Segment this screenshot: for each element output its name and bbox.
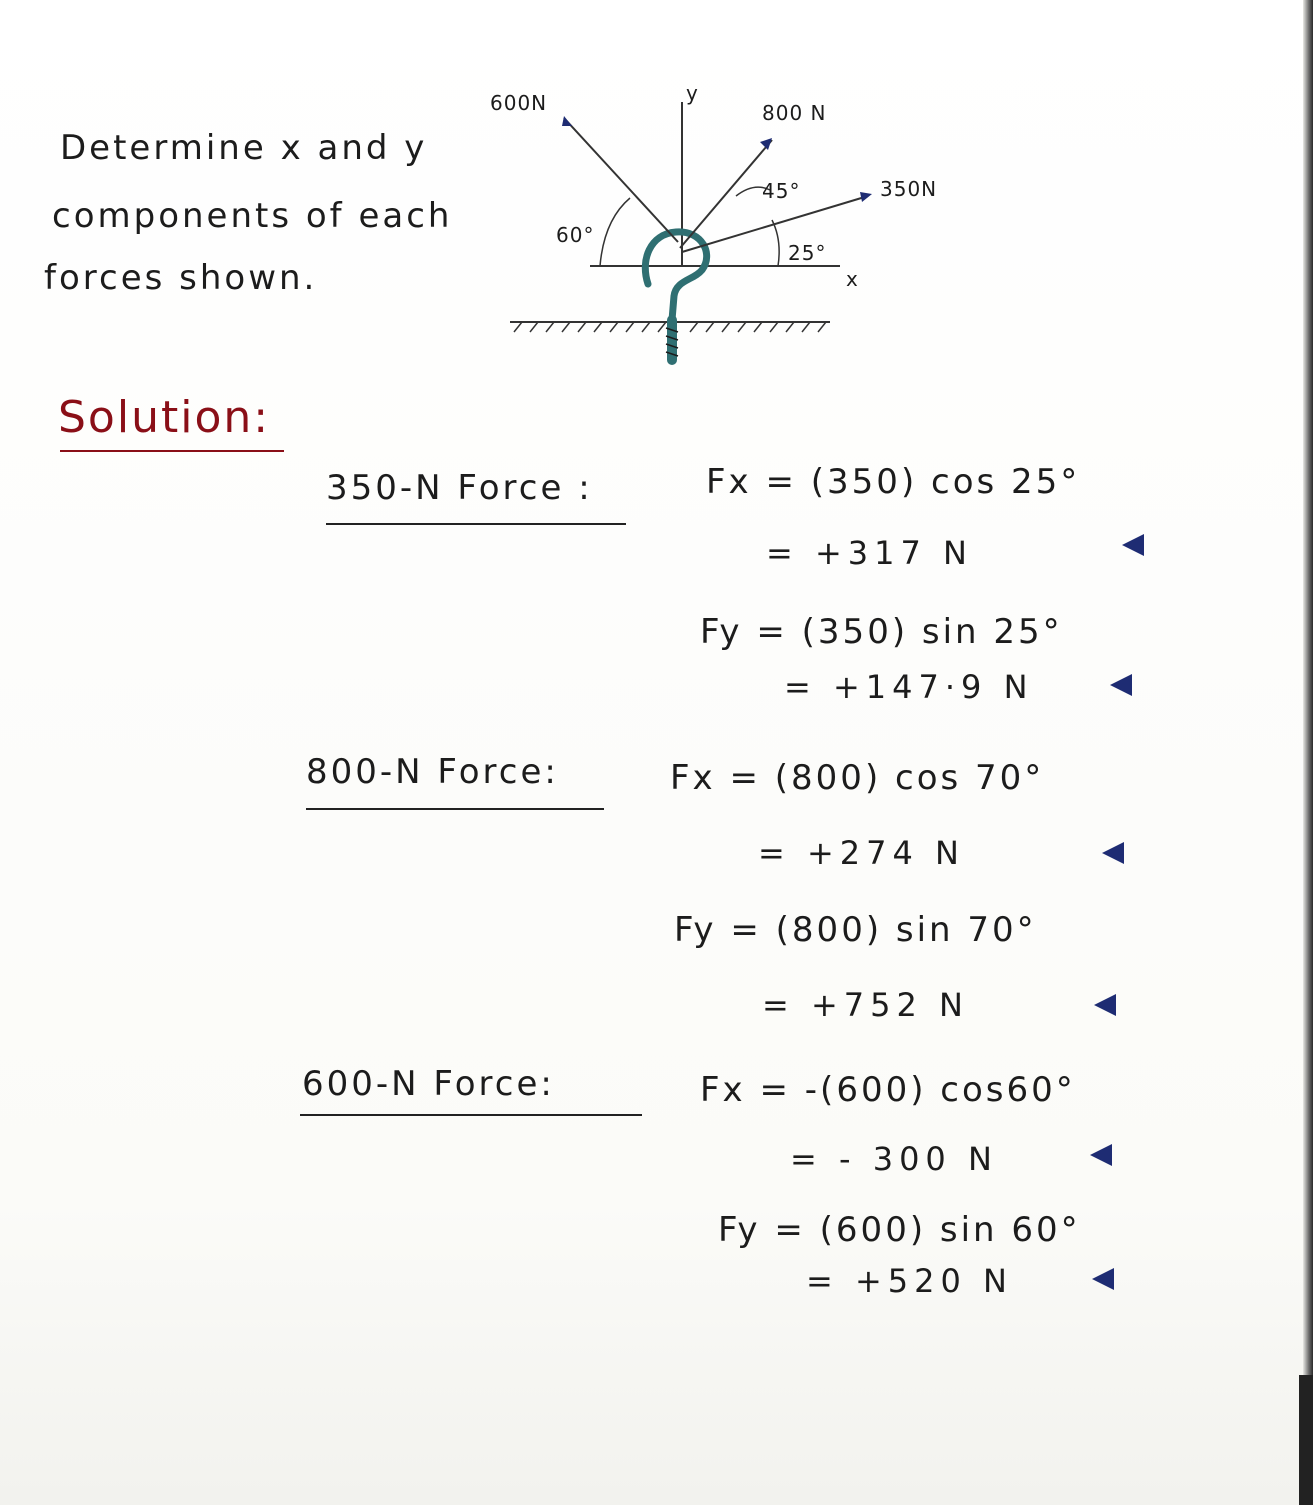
label-angle-45: 45° xyxy=(762,179,801,203)
force-600-heading: 600-N Force: xyxy=(302,1064,555,1104)
angle-25-arc xyxy=(772,220,779,266)
force-600-fx-result: = - 300 N xyxy=(790,1140,998,1178)
force-350-fy-result: = +147·9 N xyxy=(784,668,1034,706)
force-600-fy-equation: Fy = (600) sin 60° xyxy=(718,1210,1081,1250)
solution-underline xyxy=(60,450,284,452)
force-800-fy-equation: Fy = (800) sin 70° xyxy=(674,910,1037,950)
label-angle-60: 60° xyxy=(556,223,595,247)
answer-marker-icon xyxy=(1122,534,1144,556)
force-800-fy-result: = +752 N xyxy=(762,986,969,1024)
arrow-600-icon xyxy=(562,116,572,126)
label-800: 800 N xyxy=(762,101,827,125)
label-350: 350N xyxy=(880,177,938,201)
force-600-fx-equation: Fx = -(600) cos60° xyxy=(700,1070,1076,1110)
answer-marker-icon xyxy=(1094,994,1116,1016)
force-600-fy-result: = +520 N xyxy=(806,1262,1013,1300)
page-corner-shadow xyxy=(1299,1375,1313,1505)
force-800-line xyxy=(680,140,772,248)
answer-marker-icon xyxy=(1090,1144,1112,1166)
answer-marker-icon xyxy=(1102,842,1124,864)
problem-line-3: forces shown. xyxy=(44,258,318,298)
force-800-fx-equation: Fx = (800) cos 70° xyxy=(670,758,1045,798)
label-600: 600N xyxy=(490,91,548,115)
label-y-axis: y xyxy=(686,81,699,105)
angle-60-arc xyxy=(600,198,630,266)
force-600-underline xyxy=(300,1114,642,1116)
force-800-underline xyxy=(306,808,604,810)
label-x-axis: x xyxy=(846,267,859,291)
label-angle-25: 25° xyxy=(788,241,827,265)
problem-line-1: Determine x and y xyxy=(60,128,428,168)
force-800-heading: 800-N Force: xyxy=(306,752,559,792)
force-350-fy-equation: Fy = (350) sin 25° xyxy=(700,612,1063,652)
page-edge-shadow xyxy=(1303,0,1313,1505)
force-800-fx-result: = +274 N xyxy=(758,834,965,872)
force-350-fx-result: = +317 N xyxy=(766,534,973,572)
answer-marker-icon xyxy=(1092,1268,1114,1290)
force-diagram xyxy=(490,70,1000,380)
problem-line-2: components of each xyxy=(52,196,453,236)
arrow-350-icon xyxy=(860,192,872,202)
hook-icon xyxy=(645,232,706,360)
force-350-heading: 350-N Force : xyxy=(326,468,593,508)
solution-heading: Solution: xyxy=(58,392,271,443)
force-350-underline xyxy=(326,523,626,525)
force-350-line xyxy=(682,196,868,252)
answer-marker-icon xyxy=(1110,674,1132,696)
force-350-fx-equation: Fx = (350) cos 25° xyxy=(706,462,1081,502)
